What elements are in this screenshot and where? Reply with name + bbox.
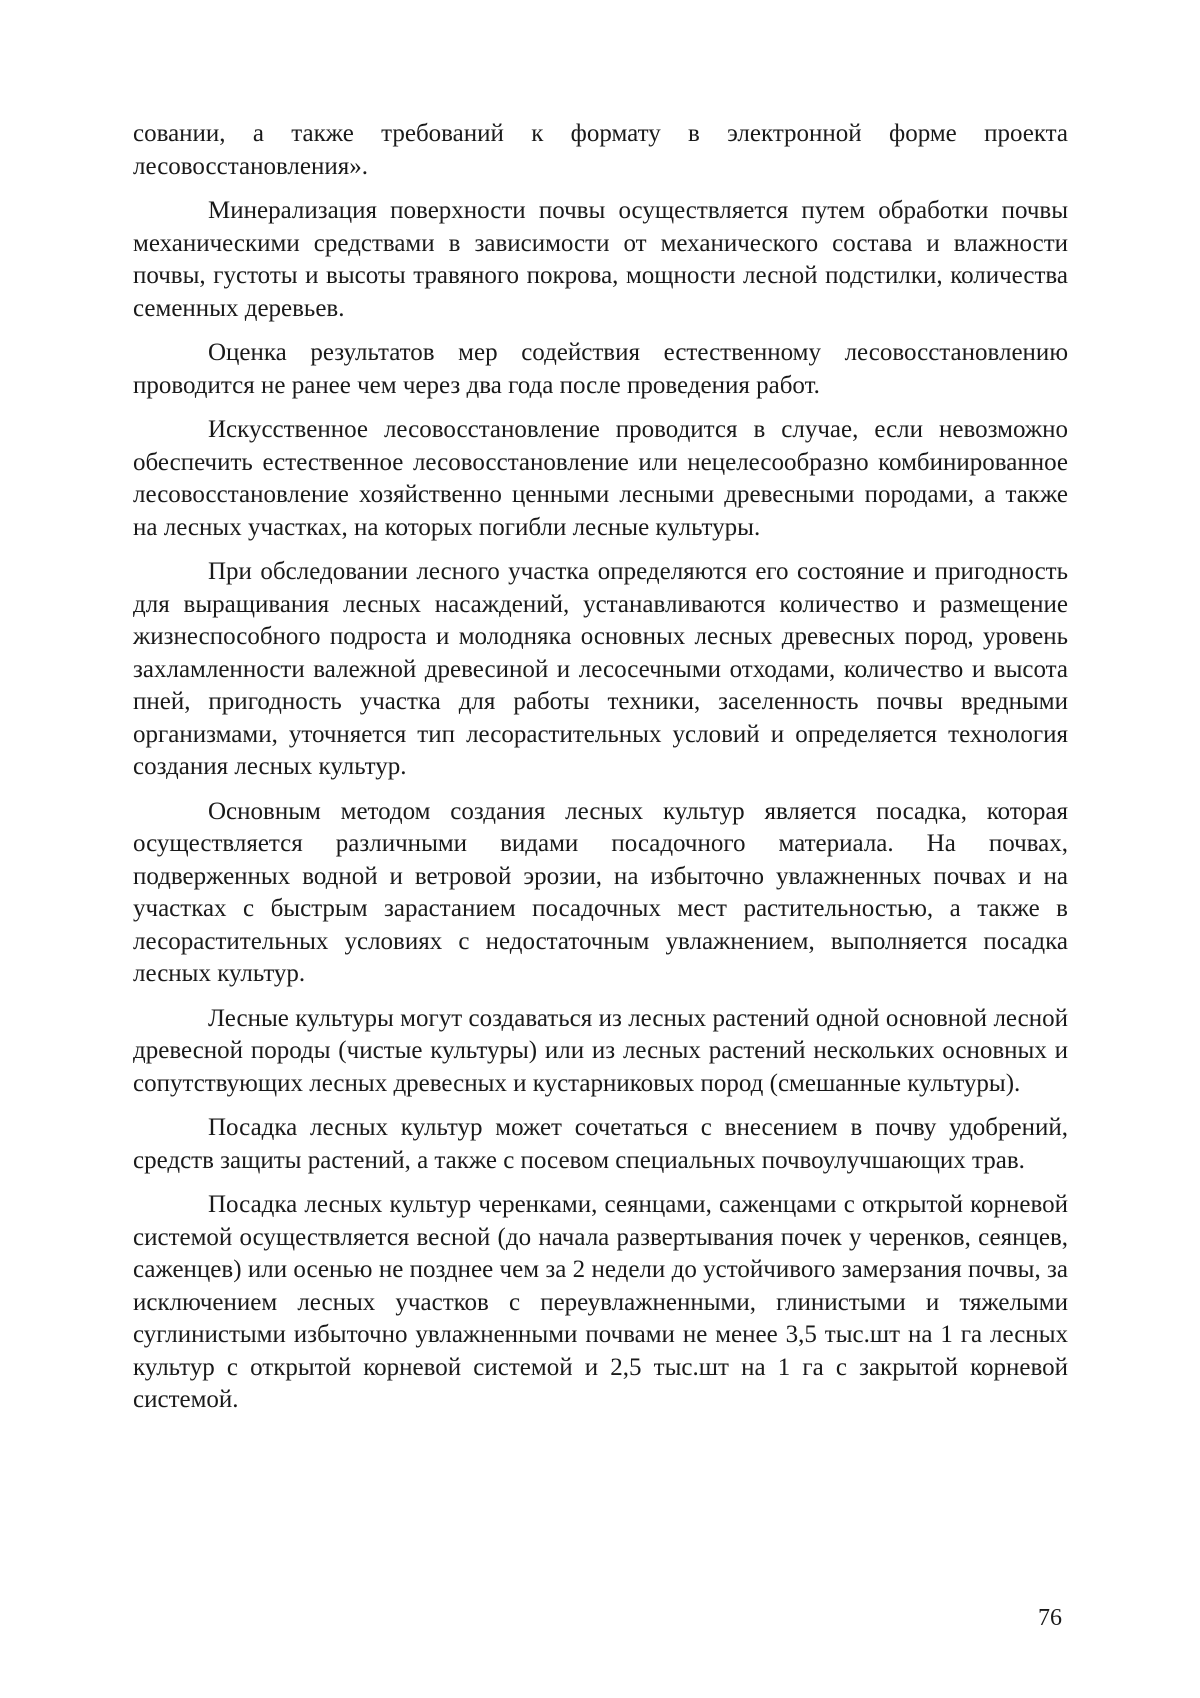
paragraph: Посадка лесных культур может сочетаться с внесением в почву удобрений, средств защиты растений, а также с посевом специальных почвоулучшающих трав. [133, 1114, 1068, 1174]
paragraph: Лесные культуры могут создаваться из лесных растений одной основной лесной древесной породы (чистые культуры) или из лесных растений нескольких основных и сопутствующих лесных древесных и кустарниковых пород (смешанные культуры). [133, 1004, 1068, 1097]
paragraph: Искусственное лесовосстановление проводится в случае, если невозможно обеспечить естественное лесовосстановление или нецелесообразно комбинированное лесовосстановление хозяйственно ценными лесными древесными породами, а также на лесных участках, на которых погибли лесные культуры. [133, 416, 1068, 541]
paragraph: Посадка лесных культур черенками, сеянцами, саженцами с открытой корневой системой осуществляется весной (до начала развертывания почек у черенков, сеянцев, саженцев) или осенью не позднее чем за 2 недели до устойчивого замерзания почвы, за исключением лесных участков с переувлажненными, глинистыми и тяжелыми суглинистыми избыточно увлажненными почвами не менее 3,5 тыс.шт на 1 га лесных культур с открытой корневой системой и 2,5 тыс.шт на 1 га с закрытой корневой системой. [133, 1191, 1068, 1413]
paragraph: Минерализация поверхности почвы осуществляется путем обработки почвы механическими средствами в зависимости от механического состава и влажности почвы, густоты и высоты травяного покрова, мощности лесной подстилки, количества семенных деревьев. [133, 197, 1068, 322]
paragraph: Оценка результатов мер содействия естественному лесовосстановлению проводится не ранее чем через два года после проведения работ. [133, 339, 1068, 399]
document-body [133, 118, 1068, 1417]
paragraph: совании, а также требований к формату в электронной форме проекта лесовосстановления». [133, 120, 1068, 180]
paragraph: При обследовании лесного участка определяются его состояние и пригодность для выращивания лесных насаждений, устанавливаются количество и размещение жизнеспособного подроста и молодняка основных лесных древесных пород, уровень захламленности валежной древесиной и лесосечными отходами, количество и высота пней, пригодность участка для работы техники, заселенность почвы вредными организмами, уточняется тип лесорастительных условий и определяется технология создания лесных культур. [133, 558, 1068, 780]
paragraph: Основным методом создания лесных культур является посадка, которая осуществляется различными видами посадочного материала. На почвах, подверженных водной и ветровой эрозии, на избыточно увлажненных почвах и на участках с быстрым зарастанием посадочных мест растительностью, а также в лесорастительных условиях с недостаточным увлажнением, выполняется посадка лесных культур. [133, 797, 1068, 987]
page-number: 76 [1038, 1605, 1062, 1631]
